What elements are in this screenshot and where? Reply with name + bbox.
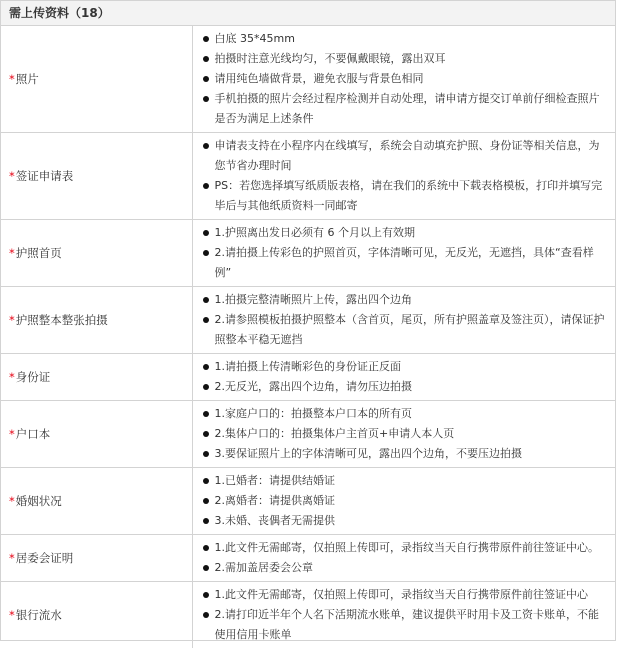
document-row [1, 401, 615, 468]
bullet-icon [203, 545, 209, 551]
bullet-icon [203, 411, 209, 417]
requirement-item [193, 511, 608, 531]
bullet-icon [203, 230, 209, 236]
requirement-item [193, 357, 608, 377]
document-row [1, 354, 615, 401]
document-name-cell [1, 287, 192, 354]
requirement-item [193, 491, 608, 511]
document-requirements-cell [192, 220, 615, 287]
requirement-text: 1.家庭户口的：拍摄整本户口本的所有页 [215, 407, 413, 420]
requirement-item [193, 585, 608, 605]
document-name: 银行流水 [16, 608, 62, 622]
document-requirements-cell [192, 287, 615, 354]
requirement-text: 手机拍摄的照片会经过程序检测并自动处理，请申请方提交订单前仔细检查照片是否为满足上述条件 [215, 92, 600, 125]
document-name: 照片 [16, 72, 39, 86]
requirement-item [193, 424, 608, 444]
requirement-item [193, 310, 608, 350]
requirement-text: 2.请拍摄上传彩色的护照首页，字体清晰可见，无反光，无遮挡，具体“查看样例” [215, 246, 594, 279]
requirement-list [193, 136, 608, 216]
document-name: 户口本 [16, 427, 51, 441]
document-name: 护照整本整张拍摄 [16, 313, 108, 327]
required-asterisk: * [9, 313, 15, 327]
document-requirements-cell [192, 582, 615, 648]
requirement-item [193, 176, 608, 216]
requirement-item [193, 29, 608, 49]
document-row [1, 133, 615, 220]
requirement-text: 1.此文件无需邮寄，仅拍照上传即可，录指纹当天自行携带原件前往签证中心。 [215, 541, 600, 554]
bullet-icon [203, 76, 209, 82]
requirement-item [193, 404, 608, 424]
document-requirements-cell [192, 26, 615, 133]
bullet-icon [203, 592, 209, 598]
requirement-item [193, 49, 608, 69]
bullet-icon [203, 518, 209, 524]
required-asterisk: * [9, 608, 15, 622]
document-name-cell [1, 354, 192, 401]
document-requirements-cell [192, 401, 615, 468]
required-asterisk: * [9, 246, 15, 260]
requirement-text: 白底 35*45mm [215, 32, 295, 45]
bullet-icon [203, 36, 209, 42]
document-name-cell [1, 220, 192, 287]
document-requirements-cell [192, 468, 615, 535]
requirement-item [193, 89, 608, 129]
requirement-text: 2.离婚者：请提供离婚证 [215, 494, 336, 507]
required-asterisk: * [9, 494, 15, 508]
requirement-text: 请用纯色墙做背景，避免衣服与背景色相同 [215, 72, 424, 85]
bullet-icon [203, 96, 209, 102]
requirement-text: 3.未婚、丧偶者无需提供 [215, 514, 336, 527]
bullet-icon [203, 431, 209, 437]
requirement-list [193, 585, 608, 645]
document-name: 护照首页 [16, 246, 62, 260]
requirement-list [193, 223, 608, 283]
section-title: 需上传资料（18） [1, 1, 615, 26]
requirement-text: 1.已婚者：请提供结婚证 [215, 474, 336, 487]
document-name-cell [1, 133, 192, 220]
requirement-item [193, 471, 608, 491]
bullet-icon [203, 56, 209, 62]
bullet-icon [203, 317, 209, 323]
requirement-item [193, 444, 608, 464]
requirement-item [193, 136, 608, 176]
document-name: 身份证 [16, 370, 51, 384]
document-row [1, 468, 615, 535]
bullet-icon [203, 250, 209, 256]
bullet-icon [203, 297, 209, 303]
document-requirements-cell [192, 535, 615, 582]
bullet-icon [203, 565, 209, 571]
documents-table [1, 26, 615, 648]
requirement-text: 1.护照离出发日必须有 6 个月以上有效期 [215, 226, 416, 239]
requirement-text: 2.集体户口的：拍摄集体户主首页+申请人本人页 [215, 427, 455, 440]
requirement-text: 2.无反光，露出四个边角，请勿压边拍摄 [215, 380, 413, 393]
document-row [1, 220, 615, 287]
requirement-list [193, 404, 608, 464]
requirement-item [193, 377, 608, 397]
requirement-list [193, 471, 608, 531]
requirement-list [193, 29, 608, 129]
required-asterisk: * [9, 72, 15, 86]
document-name-cell [1, 582, 192, 648]
required-asterisk: * [9, 370, 15, 384]
bullet-icon [203, 364, 209, 370]
requirement-text: 1.请拍摄上传清晰彩色的身份证正反面 [215, 360, 402, 373]
document-requirements-cell [192, 354, 615, 401]
requirement-text: 拍摄时注意光线均匀，不要佩戴眼镜，露出双耳 [215, 52, 446, 65]
document-row [1, 582, 615, 648]
requirement-text: 3.要保证照片上的字体清晰可见，露出四个边角，不要压边拍摄 [215, 447, 523, 460]
requirement-text: 1.拍摄完整清晰照片上传，露出四个边角 [215, 293, 413, 306]
document-row [1, 287, 615, 354]
requirement-text: 2.请参照模板拍摄护照整本（含首页，尾页，所有护照盖章及签注页），请保证护照整本平稳无遮挡 [215, 313, 605, 346]
required-asterisk: * [9, 551, 15, 565]
bullet-icon [203, 612, 209, 618]
document-row [1, 26, 615, 133]
requirement-text: 2.请打印近半年个人名下活期流水账单，建议提供平时用卡及工资卡账单，不能使用信用卡账单 [215, 608, 600, 641]
requirement-list [193, 290, 608, 350]
requirement-text: 申请表支持在小程序内在线填写，系统会自动填充护照、身份证等相关信息，为您节省办理时间 [215, 139, 600, 172]
document-name-cell [1, 468, 192, 535]
document-requirements-cell [192, 133, 615, 220]
requirement-item [193, 223, 608, 243]
requirement-item [193, 538, 608, 558]
document-name: 居委会证明 [16, 551, 74, 565]
requirement-text: 1.此文件无需邮寄，仅拍照上传即可，录指纹当天自行携带原件前往签证中心 [215, 588, 589, 601]
requirement-list [193, 357, 608, 397]
document-name: 签证申请表 [16, 169, 74, 183]
bullet-icon [203, 183, 209, 189]
requirement-item [193, 558, 608, 578]
required-asterisk: * [9, 169, 15, 183]
requirement-list [193, 538, 608, 578]
document-name-cell [1, 535, 192, 582]
requirement-item [193, 605, 608, 645]
bullet-icon [203, 143, 209, 149]
requirement-text: 2.需加盖居委会公章 [215, 561, 314, 574]
document-name-cell [1, 401, 192, 468]
bullet-icon [203, 384, 209, 390]
requirement-item [193, 243, 608, 283]
required-asterisk: * [9, 427, 15, 441]
bullet-icon [203, 451, 209, 457]
requirement-item [193, 290, 608, 310]
document-row [1, 535, 615, 582]
requirement-text: PS：若您选择填写纸质版表格，请在我们的系统中下载表格模板，打印并填写完毕后与其他纸质资料一同邮寄 [215, 179, 603, 212]
document-name: 婚姻状况 [16, 494, 62, 508]
requirement-item [193, 69, 608, 89]
document-name-cell [1, 26, 192, 133]
bullet-icon [203, 478, 209, 484]
bullet-icon [203, 498, 209, 504]
